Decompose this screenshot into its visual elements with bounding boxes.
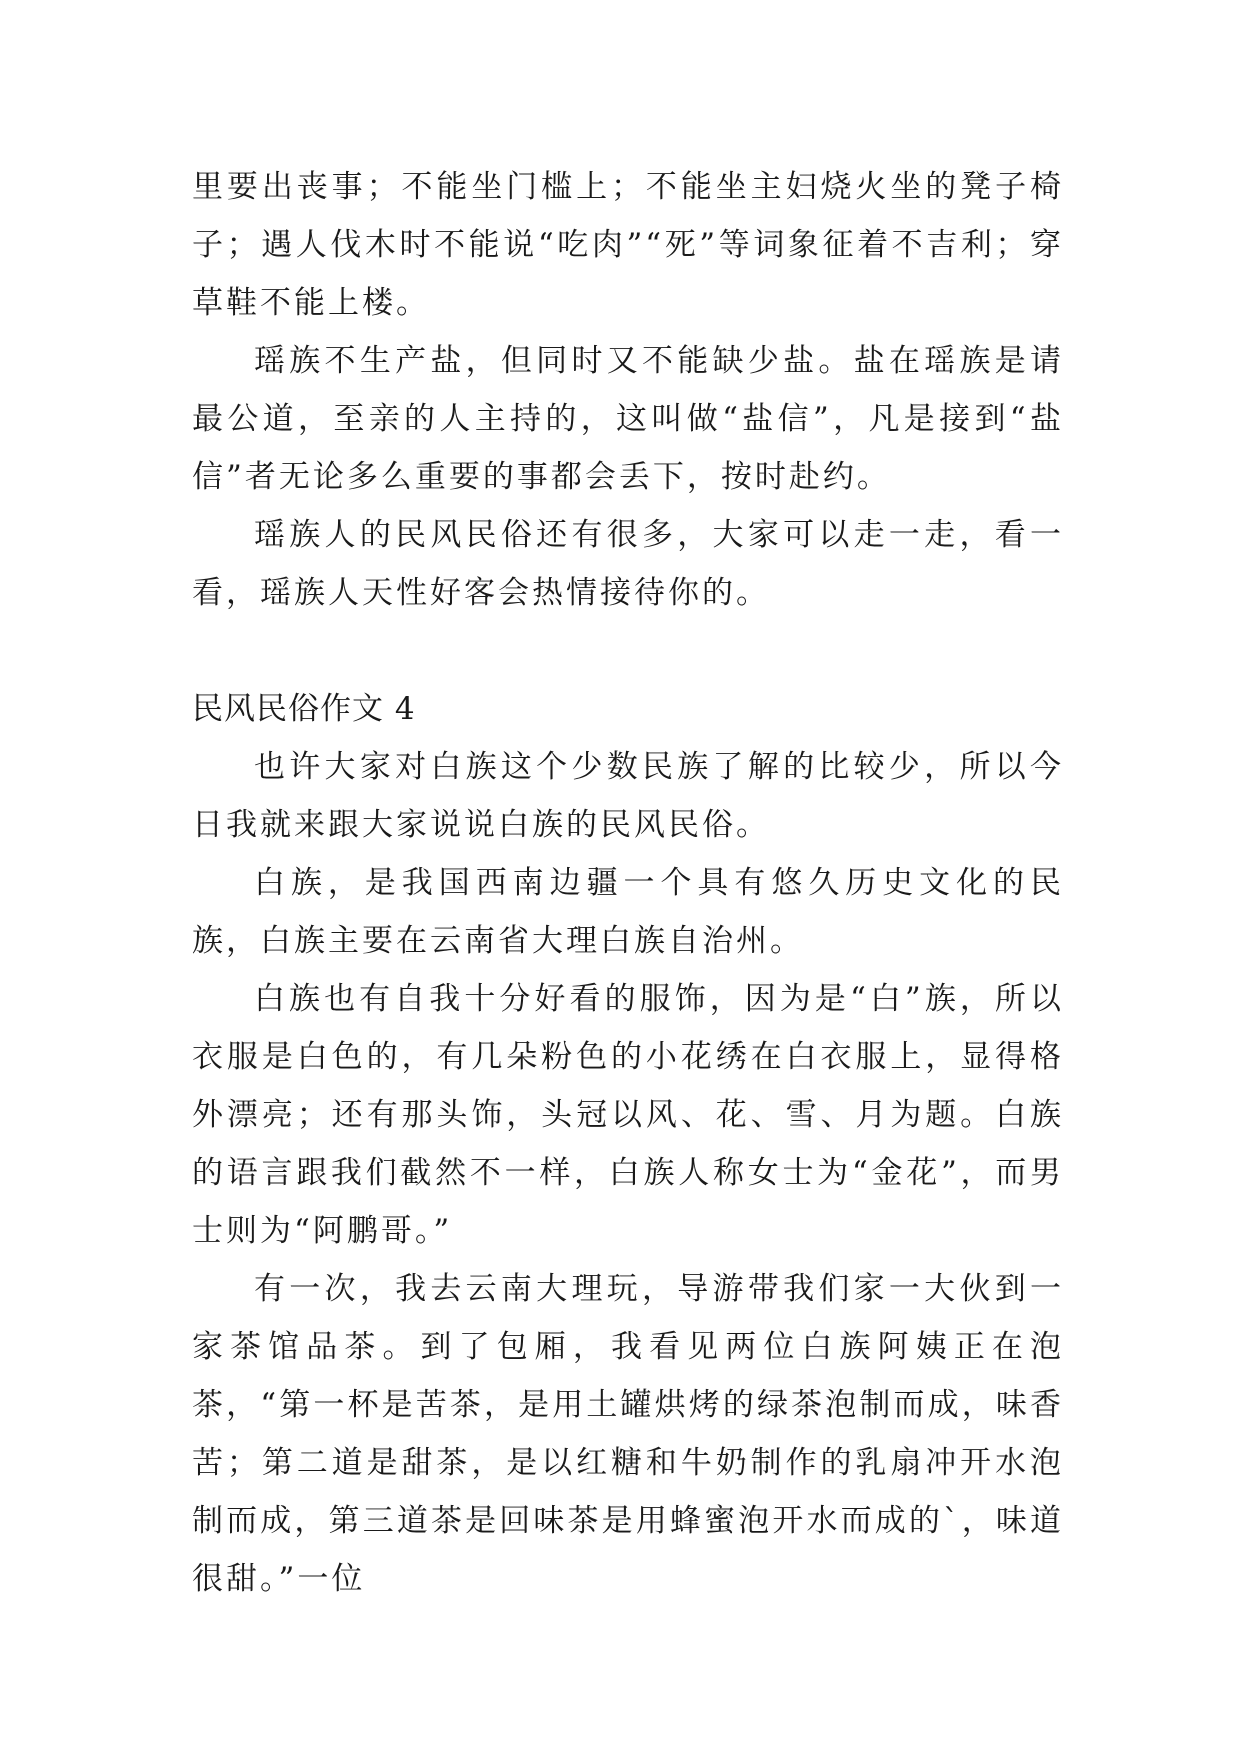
paragraph-salt-letter: 瑶族不生产盐，但同时又不能缺少盐。盐在瑶族是请最公道，至亲的人主持的，这叫做“盐信”，凡是接到“盐信”者无论多么重要的事都会丢下，按时赴约。 xyxy=(192,343,1064,495)
section-spacer xyxy=(192,622,1064,680)
document-body xyxy=(192,158,1064,1608)
paragraph-bai-clothing: 白族也有自我十分好看的服饰，因为是“白”族，所以衣服是白色的，有几朵粉色的小花绣在白衣服上，显得格外漂亮；还有那头饰，头冠以风、花、雪、月为题。白族的语言跟我们截然不一样，白族人称女士为“金花”，而男士则为“阿鹏哥。” xyxy=(192,981,1064,1249)
paragraph-continuation: 里要出丧事；不能坐门槛上；不能坐主妇烧火坐的凳子椅子；遇人伐木时不能说“吃肉”“死”等词象征着不吉利；穿草鞋不能上楼。 xyxy=(192,169,1064,321)
paragraph-yao-customs: 瑶族人的民风民俗还有很多，大家可以走一走，看一看，瑶族人天性好客会热情接待你的。 xyxy=(192,517,1064,611)
paragraph-intro: 也许大家对白族这个少数民族了解的比较少，所以今日我就来跟大家说说白族的民风民俗。 xyxy=(192,749,1064,843)
paragraph-tea-house: 有一次，我去云南大理玩，导游带我们家一大伙到一家茶馆品茶。到了包厢，我看见两位白族阿姨正在泡茶，“第一杯是苦茶，是用土罐烘烤的绿茶泡制而成，味香苦；第二道是甜茶，是以红糖和牛奶制作的乳扇冲开水泡制而成，第三道茶是回味茶是用蜂蜜泡开水而成的`，味道很甜。”一位 xyxy=(192,1271,1064,1597)
section-title: 民风民俗作文 4 xyxy=(192,691,416,727)
paragraph-bai-location: 白族，是我国西南边疆一个具有悠久历史文化的民族，白族主要在云南省大理白族自治州。 xyxy=(192,865,1064,959)
